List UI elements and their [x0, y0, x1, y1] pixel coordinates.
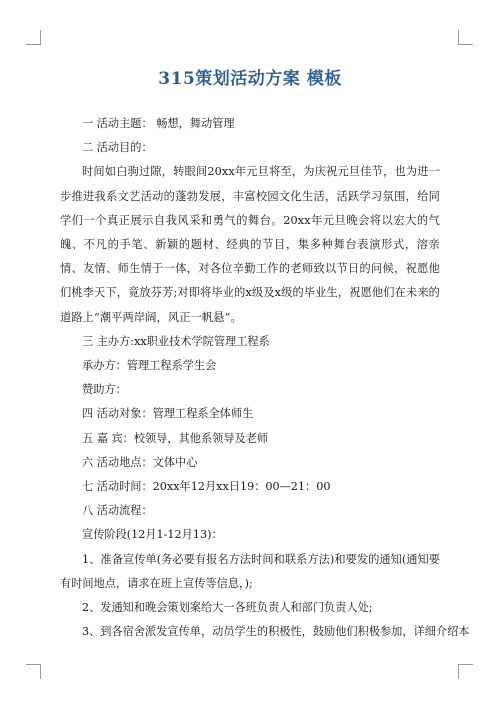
section-guests: 五 嘉 宾：校领导，其他系领导及老师	[82, 431, 269, 445]
section-audience: 四 活动对象：管理工程系全体师生	[82, 407, 254, 421]
promotion-stage: 宣传阶段(12月1-12月13)：	[82, 528, 223, 542]
section-theme: 一 活动主题： 畅想，舞动管理	[82, 117, 235, 130]
section-purpose-heading: 二 活动目的：	[82, 141, 153, 155]
document-title: 315策划活动方案 模板	[158, 69, 342, 89]
purpose-paragraph: 时间如白驹过隙，转眼间20xx年元旦将至，为庆祝元旦佳节，也为进一步推进我系文艺活动的蓬勃发展，丰富校园文化生活，活跃学习氛围，给同学们一个真正展示自我风采和勇气的舞台。20xx年元旦晚会将以宏大的气魄、不凡的手笔、新颖的题材、经典的节目，集多种舞台表演形式，溶亲情、友情、师生情于一体，对各位辛勤工作的老师致以节日的问候，祝愿他们桃李天下，竟放芬芳;对即将毕业的x级及x级的毕业生，祝愿他们在未来的道路上“潮平两岸阔，风正一帆悬”。	[60, 165, 440, 324]
crop-mark-top-left	[26, 30, 41, 45]
crop-mark-top-right	[458, 30, 473, 45]
crop-mark-bottom-right	[458, 664, 473, 679]
document-body	[60, 112, 470, 644]
co-organizer: 承办方：管理工程系学生会	[82, 359, 217, 373]
section-process-heading: 八 活动流程：	[82, 504, 153, 518]
sponsor: 赞助方：	[82, 383, 127, 397]
process-step-2: 2、发通知和晚会策划案给大一各班负责人和部门负责人处;	[82, 601, 373, 615]
section-time: 七 活动时间：20xx年12月xx日19：00—21：00	[82, 480, 331, 494]
section-organizer: 三 主办方:xx职业技术学院管理工程系	[82, 334, 270, 348]
process-step-3: 3、到各宿舍派发宣传单，动员学生的积极性，鼓励他们积极参加，详细介绍本	[82, 625, 470, 639]
crop-mark-bottom-left	[26, 664, 41, 679]
process-step-1: 1、准备宣传单(务必要有报名方法时间和联系方法)和要发的通知(通知要有时间地点，请求在班上宣传等信息，);	[60, 552, 440, 590]
section-venue: 六 活动地点：文体中心	[82, 455, 198, 469]
